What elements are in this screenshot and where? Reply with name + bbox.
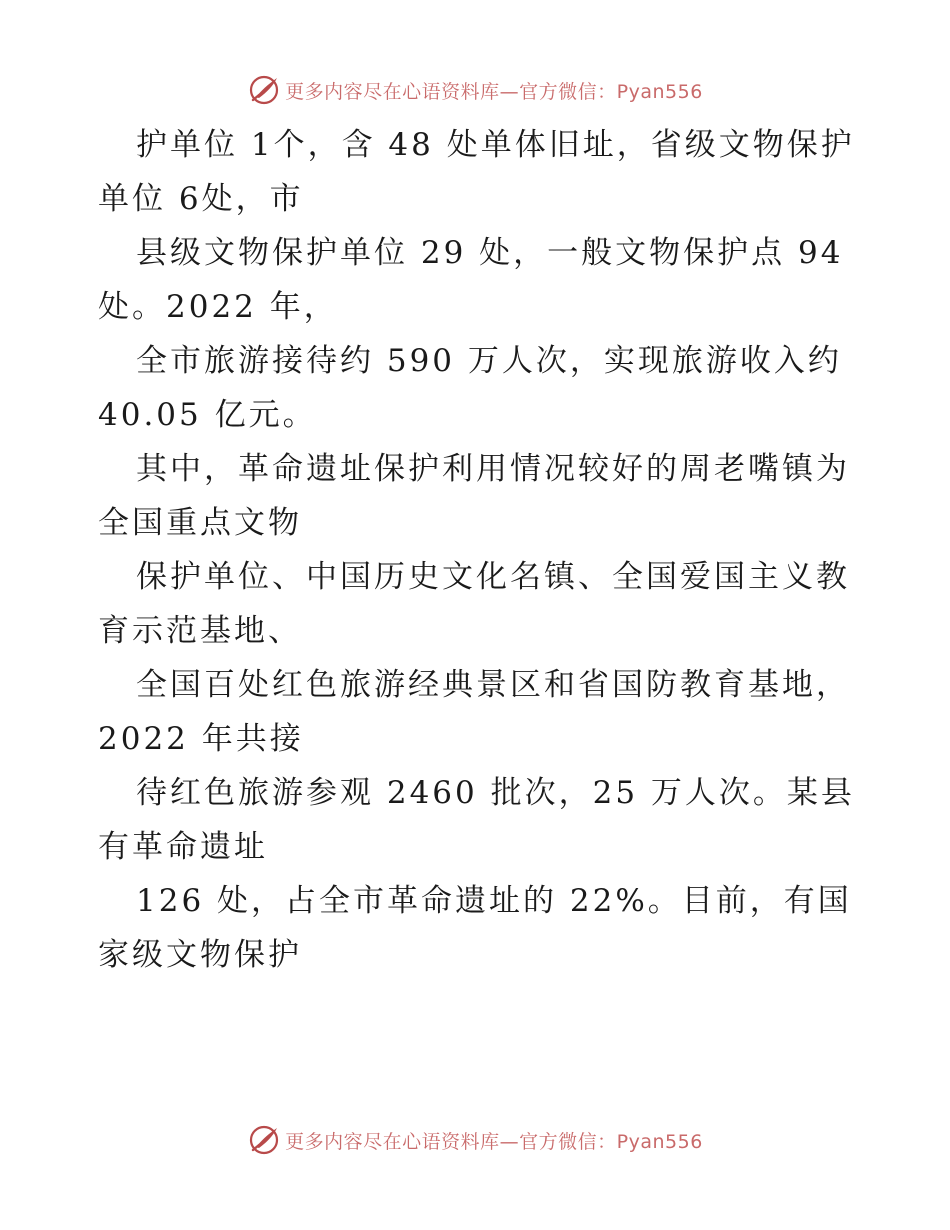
paragraph-2: 县级文物保护单位 29 处，一般文物保护点 94 处。2022 年， xyxy=(98,235,844,325)
paragraph-8: 126 处，占全市革命遗址的 22%。目前，有国家级文物保护 xyxy=(98,883,852,973)
document-body xyxy=(98,118,858,982)
paragraph-6: 全国百处红色旅游经典景区和省国防教育基地，2022 年共接 xyxy=(98,667,850,757)
footer-banner xyxy=(0,1120,950,1160)
quill-logo-icon xyxy=(247,73,281,107)
header-banner xyxy=(0,70,950,110)
banner-text: 更多内容尽在心语资料库—官方微信：Pyan556 xyxy=(285,1130,703,1153)
paragraph-5: 保护单位、中国历史文化名镇、全国爱国主义教育示范基地、 xyxy=(98,559,850,649)
paragraph-4: 其中，革命遗址保护利用情况较好的周老嘴镇为全国重点文物 xyxy=(98,451,850,541)
paragraph-1: 护单位 1个，含 48 处单体旧址，省级文物保护单位 6处，市 xyxy=(98,127,855,217)
paragraph-3: 全市旅游接待约 590 万人次，实现旅游收入约 40.05 亿元。 xyxy=(98,343,842,433)
quill-logo-icon xyxy=(247,1123,281,1157)
paragraph-7: 待红色旅游参观 2460 批次，25 万人次。某县有革命遗址 xyxy=(98,775,855,865)
banner-text: 更多内容尽在心语资料库—官方微信：Pyan556 xyxy=(285,80,703,103)
